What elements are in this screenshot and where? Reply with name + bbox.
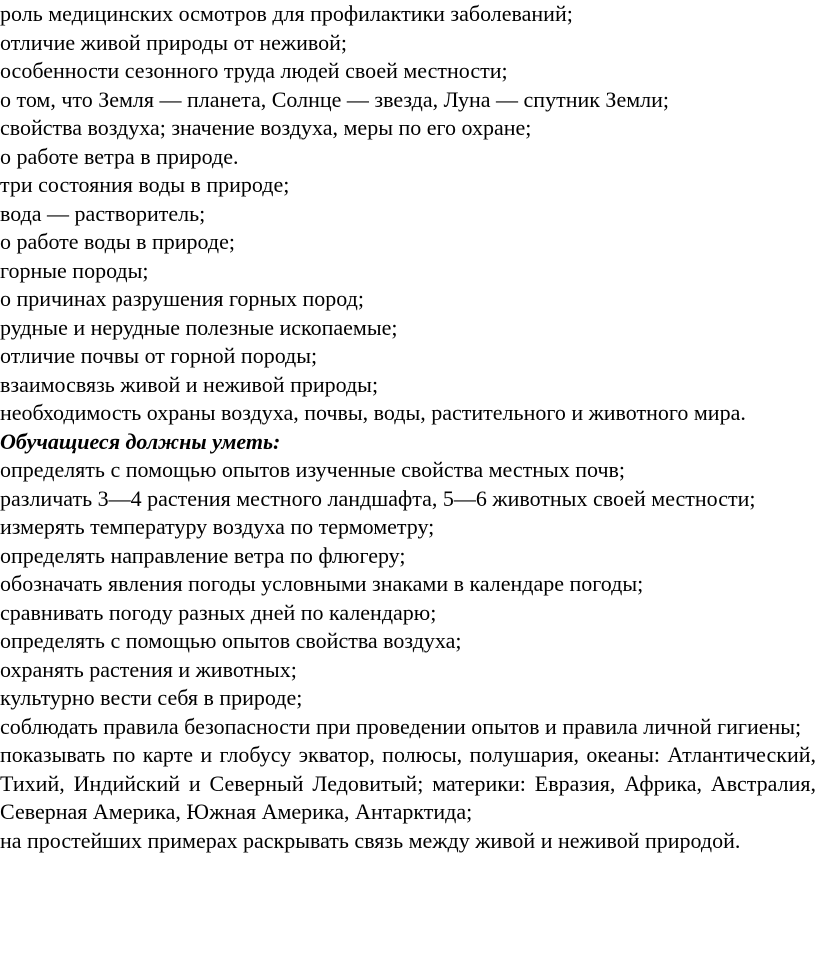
section-heading: Обучащиеся должны уметь: <box>0 428 281 454</box>
list-item: соблюдать правила безопасности при проведении опытов и правила личной гигиены; <box>0 713 802 739</box>
list-item: показывать по карте и глобусу экватор, полюсы, полушария, океаны: Атлантический, Тихий, Индийский и Северный Ледовитый; материки: Евразия, Африка, Австралия, Северная Америка, Южная Америка, Антарктида; <box>0 742 816 824</box>
list-item: измерять температуру воздуха по термометру; <box>0 514 435 539</box>
list-item: горные породы; <box>0 257 149 283</box>
list-item: о том, что Земля — планета, Солнце — звезда, Луна — спутник Земли; <box>0 86 670 112</box>
list-item: вода — растворитель; <box>0 200 206 226</box>
list-item: о работе ветра в природе. <box>0 143 239 169</box>
list-item: отличие почвы от горной породы; <box>0 343 318 368</box>
list-item: определять с помощью опытов изученные свойства местных почв; <box>0 457 626 482</box>
list-item: три состояния воды в природе; <box>0 172 290 197</box>
list-item: определять направление ветра по флюгеру; <box>0 542 406 568</box>
list-item: необходимость охраны воздуха, почвы, воды, растительного и животного мира. <box>0 400 746 425</box>
list-item: на простейших примерах раскрывать связь между живой и неживой природой. <box>0 827 741 853</box>
list-item: различать 3—4 растения местного ландшафта, 5—6 животных своей местности; <box>0 485 756 511</box>
list-item: сравнивать погоду разных дней по календарю; <box>0 599 437 625</box>
list-item: особенности сезонного труда людей своей местности; <box>0 58 508 83</box>
list-item: свойства воздуха; значение воздуха, меры по его охране; <box>0 115 532 140</box>
list-item: рудные и нерудные полезные ископаемые; <box>0 314 398 340</box>
list-item: отличие живой природы от неживой; <box>0 29 347 55</box>
list-item: роль медицинских осмотров для профилактики заболеваний; <box>0 1 573 26</box>
list-item: определять с помощью опытов свойства воздуха; <box>0 628 462 653</box>
list-item: охранять растения и животных; <box>0 656 297 682</box>
list-item: обозначать явления погоды условными знаками в календаре погоды; <box>0 571 644 596</box>
list-item: о работе воды в природе; <box>0 229 235 254</box>
list-item: культурно вести себя в природе; <box>0 685 303 710</box>
list-item: взаимосвязь живой и неживой природы; <box>0 371 379 397</box>
list-item: о причинах разрушения горных пород; <box>0 286 364 311</box>
